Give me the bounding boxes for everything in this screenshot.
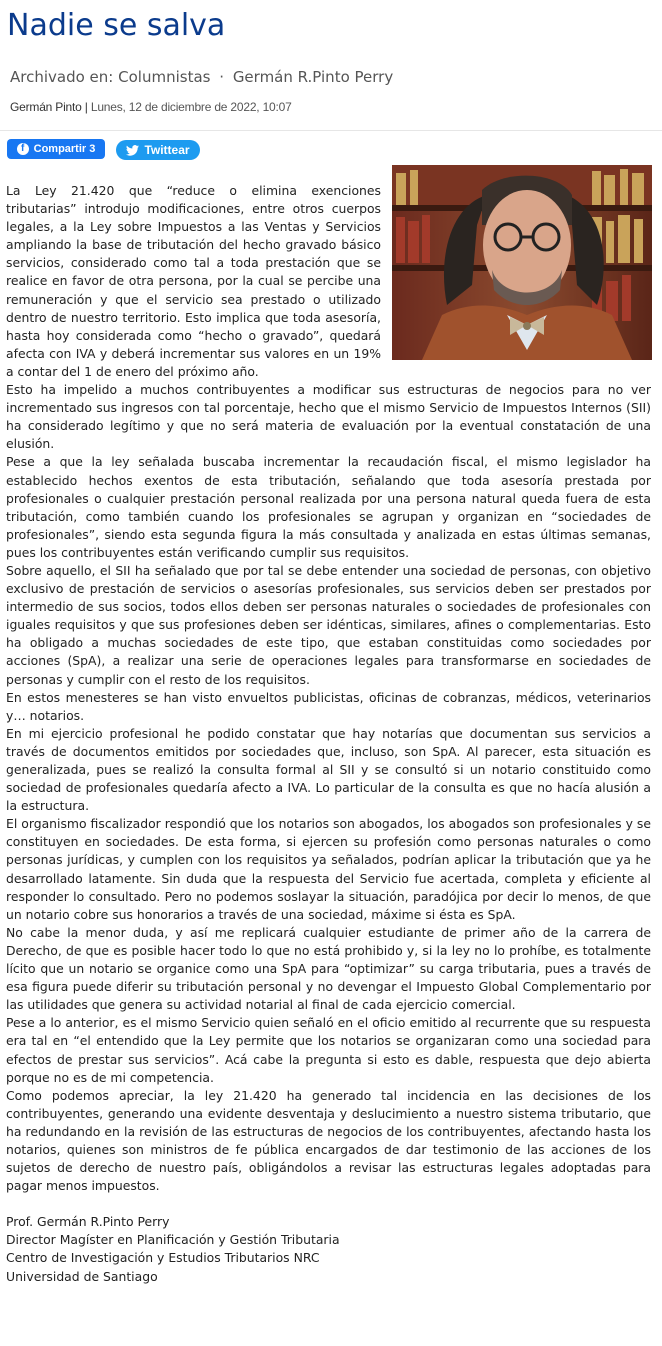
signature-line: Centro de Investigación y Estudios Tributarios NRC bbox=[6, 1250, 320, 1266]
article-paragraph: Pese a lo anterior, es el mismo Servicio quien señaló en el oficio emitido al recurrente que su respuesta era tal en “el entendido que la Ley permite que los notarios se organizaran como una sociedad para efectos de prestar sus servicios”. Acá cabe la pregunta si esto es dable, respuesta que dejo abierta porque no es de mi competencia. bbox=[6, 1015, 651, 1085]
twitter-bird-icon bbox=[126, 145, 139, 156]
article-paragraph: En estos menesteres se han visto envueltos publicistas, oficinas de cobranzas, médicos, veterinarios y… notarios. bbox=[6, 689, 651, 723]
signature-line: Universidad de Santiago bbox=[6, 1268, 158, 1284]
twitter-share-label: Twittear bbox=[144, 143, 190, 157]
archive-separator: · bbox=[219, 68, 225, 86]
article-paragraph: La Ley 21.420 que “reduce o elimina exenciones tributarias” introdujo modificaciones, entre otros cuerpos legales, a la Ley sobre Impuestos a las Ventas y Servicios ampliando la base de tributación del hecho gravado básico servicios, considerado como tal a toda prestación que se realice en favor de otra persona, por la cual se percibe una remuneración y que el servicio sea prestado o utilizado dentro de nuestro territorio. Esto implica que toda asesoría, hasta hoy considerada como “hecho o gravado”, quedará afecta con IVA y deberá incrementar sus valores en un 19% a contar del 1 de enero del próximo año. bbox=[6, 183, 381, 379]
signature-line: Director Magíster en Planificación y Gestión Tributaria bbox=[6, 1232, 340, 1248]
facebook-share-button[interactable] bbox=[7, 139, 105, 159]
article-paragraph: Esto ha impelido a muchos contribuyentes a modificar sus estructuras de negocios para no ver incrementado sus ingresos con tal porcentaje, hecho que el mismo Servicio de Impuestos Internos (SII) ha considerado legítimo y que no será materia de evaluación por la eventual constatación de una elusión. bbox=[6, 382, 651, 452]
byline-author[interactable]: Germán Pinto bbox=[10, 100, 82, 114]
signature-block bbox=[6, 1213, 651, 1285]
article-paragraph: No cabe la menor duda, y así me replicará cualquier estudiante de primer año de la carrera de Derecho, de que es posible hacer todo lo que no está prohibido y, si la ley no lo prohíbe, es totalmente lícito que un notario se organice como una SpA para “optimizar” su carga tributaria, pues a través de esa figura puede diferir su tributación personal y no devengar el Impuesto Global Complementario por las utilidades que genera su actividad notarial al final de cada ejercicio comercial. bbox=[6, 924, 651, 1013]
twitter-share-button[interactable] bbox=[116, 140, 200, 160]
facebook-icon: f bbox=[17, 143, 29, 155]
facebook-share-label: Compartir 3 bbox=[33, 143, 96, 155]
signature-line: Prof. Germán R.Pinto Perry bbox=[6, 1214, 170, 1230]
byline bbox=[10, 98, 292, 116]
article-paragraph: Pese a que la ley señalada buscaba incrementar la recaudación fiscal, el mismo legislador ha establecido hechos exentos de esta tributación, señalando que toda asesoría prestada por profesionales o cualquier prestación personal realizada por una persona natural queda fuera de esta tributación, como también cuando los profesionales se agrupan y organizan en “sociedades de profesionales”, siendo esta segunda figura la más consultada y analizada en estas últimas semanas, pues los contribuyentes están verificando cumplir sus requisitos. bbox=[6, 454, 651, 560]
byline-separator: | bbox=[84, 100, 88, 114]
header-divider bbox=[0, 130, 662, 131]
byline-date: Lunes, 12 de diciembre de 2022, 10:07 bbox=[90, 100, 292, 114]
article-paragraph: El organismo fiscalizador respondió que los notarios son abogados, los abogados son profesionales y se constituyen en sociedades. De esta forma, si ejercen su profesión como personas naturales o como personas jurídicas, y cumplen con los requisitos ya señalados, podrían aplicar la tributación que ya he desarrollado latamente. Sin duda que la respuesta del Servicio fue acertada, completa y eficiente al responder lo consultado. Pero no podemos soslayar la situación, paradójica por decir lo menos, de que un notario cobre sus honorarios a través de una sociedad, máxime si ésta es SpA. bbox=[6, 816, 651, 922]
archive-author-link[interactable]: Germán R.Pinto Perry bbox=[232, 68, 394, 86]
article-paragraph: En mi ejercicio profesional he podido constatar que hay notarías que documentan sus servicios a través de documentos emitidos por sociedades que, incluso, son SpA. Al parecer, esta situación es generalizada, pues se realizó la consulta formal al SII y se consultó si un notario constituido como sociedad de profesionales quedaría afecto a IVA. Lo particular de la consulta es que no hacía alusión a la estructura. bbox=[6, 725, 651, 814]
page-title: Nadie se salva bbox=[7, 8, 226, 43]
article-paragraph: Como podemos apreciar, la ley 21.420 ha generado tal incidencia en las decisiones de los contribuyentes, generando una evidente desventaja y deslucimiento a nuestro sistema tributario, que ha redundando en la revisión de las estructuras de negocios de los contribuyentes, afectando hasta los notarios, quienes son ministros de fe pública encargados de dar testimonio de las acciones de los sujetos de derecho de nuestro país, obligándolos a revisar las estructuras legales adoptadas para pagar menos impuestos. bbox=[6, 1087, 651, 1194]
photo-float-space bbox=[389, 165, 651, 345]
archive-line bbox=[10, 62, 652, 92]
article-paragraph: Sobre aquello, el SII ha señalado que por tal se debe entender una sociedad de personas, con objetivo exclusivo de prestación de servicios o asesorías profesionales, sus servicios deben ser prestados por intermedio de sus socios, todos ellos deben ser personas naturales o sociedades de profesionales con iguales requisitos y que sus profesiones deben ser idénticas, similares, afines o complementarias. Esto ha obligado a muchas sociedades de este tipo, que estaban constituidas como sociedades por acciones (SpA), a realizar una serie de operaciones legales para transformarse en sociedades de personas y cumplir con el resto de los requisitos. bbox=[6, 562, 651, 687]
archive-category-link[interactable]: Columnistas bbox=[118, 68, 211, 86]
archive-label: Archivado en: bbox=[10, 68, 114, 86]
article-body bbox=[6, 182, 651, 1286]
